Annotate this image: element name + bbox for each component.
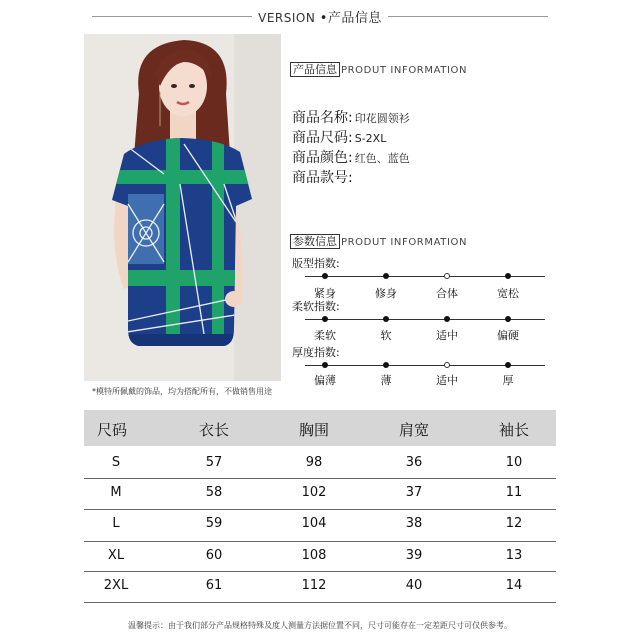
param-option: 软 <box>380 329 392 342</box>
table-separator <box>84 602 556 603</box>
table-header-cell: 尺码 <box>96 421 127 439</box>
scale-dot <box>322 316 328 322</box>
table-header-cell: 胸围 <box>298 421 329 439</box>
model-illustration <box>84 34 281 381</box>
info-value: 印花圆领衫 <box>354 112 410 125</box>
table-cell: 13 <box>505 548 523 563</box>
scale-dot <box>322 362 328 368</box>
photo-disclaimer: *模特所佩戴的饰品，均为搭配所有，不做销售用途 <box>92 387 272 396</box>
param-section-title: 参数信息 <box>290 234 340 249</box>
table-cell: 102 <box>301 485 327 500</box>
info-row-name <box>292 107 410 127</box>
table-cell: 38 <box>405 516 423 531</box>
param-label-softness: 柔软指数: <box>292 300 340 313</box>
table-cell: 59 <box>205 516 223 531</box>
param-option: 适中 <box>436 329 458 342</box>
table-cell: 57 <box>205 455 223 470</box>
table-row <box>84 542 556 572</box>
table-cell: S <box>111 455 121 470</box>
info-section-title: 产品信息 <box>290 62 340 77</box>
param-label-fit: 版型指数: <box>292 257 340 270</box>
table-cell: 12 <box>505 516 523 531</box>
title-zh: •产品信息 <box>319 11 382 26</box>
table-cell: 2XL <box>103 578 129 593</box>
table-header-cell: 肩宽 <box>398 421 429 439</box>
table-row <box>84 572 556 602</box>
table-cell: 39 <box>405 548 423 563</box>
footer-note: 温馨提示：由于我们部分产品规格特殊及度人测量方法据位置不同，尺寸可能存在一定差距尺寸可仅供参考。 <box>128 621 512 630</box>
table-cell: 40 <box>405 578 423 593</box>
param-option: 紧身 <box>314 287 336 300</box>
table-row <box>84 449 556 479</box>
param-option: 宽松 <box>497 287 519 300</box>
info-row-style-no <box>292 167 355 187</box>
param-option: 柔软 <box>314 329 336 342</box>
info-row-size <box>292 127 386 147</box>
page-title <box>0 7 640 26</box>
scale-dot <box>383 273 389 279</box>
scale-dot <box>505 273 511 279</box>
param-option: 合体 <box>436 287 458 300</box>
table-cell: 98 <box>305 455 323 470</box>
info-label: 商品名称: <box>292 110 353 126</box>
table-cell: XL <box>107 548 125 563</box>
table-cell: 104 <box>301 516 327 531</box>
table-cell: 61 <box>205 578 223 593</box>
scale-dot <box>383 362 389 368</box>
table-cell: 36 <box>405 455 423 470</box>
param-option: 薄 <box>380 374 392 387</box>
scale-dot <box>505 362 511 368</box>
param-option: 偏薄 <box>314 374 336 387</box>
scale-dot-selected <box>444 362 450 368</box>
table-row <box>84 479 556 509</box>
param-option: 偏硬 <box>497 329 519 342</box>
scale-dot <box>322 273 328 279</box>
info-section-subtitle: PRODUT INFORMATION <box>341 65 468 76</box>
table-cell: 108 <box>301 548 327 563</box>
table-cell: 14 <box>505 578 523 593</box>
product-photo <box>84 34 281 381</box>
table-cell: M <box>110 485 122 500</box>
table-cell: L <box>112 516 120 531</box>
info-value: 红色、蓝色 <box>354 152 410 165</box>
param-section-subtitle: PRODUT INFORMATION <box>341 237 468 248</box>
param-option: 厚 <box>502 374 514 387</box>
info-label: 商品款号: <box>292 170 353 186</box>
table-cell: 11 <box>505 485 523 500</box>
table-cell: 60 <box>205 548 223 563</box>
table-header-cell: 衣长 <box>198 421 229 439</box>
table-header-cell: 袖长 <box>498 421 529 439</box>
table-cell: 10 <box>505 455 523 470</box>
table-cell: 112 <box>301 578 327 593</box>
info-section-label <box>290 61 467 77</box>
scale-dot <box>444 316 450 322</box>
scale-dot-selected <box>444 273 450 279</box>
info-label: 商品尺码: <box>292 130 353 146</box>
param-label-thickness: 厚度指数: <box>292 346 340 359</box>
param-option: 修身 <box>375 287 397 300</box>
scale-dot <box>505 316 511 322</box>
title-en: VERSION <box>258 11 316 25</box>
scale-dot <box>383 316 389 322</box>
table-row <box>84 510 556 540</box>
param-option: 适中 <box>436 374 458 387</box>
param-section-label <box>290 233 467 249</box>
info-row-color <box>292 147 410 167</box>
size-table-header <box>84 410 556 446</box>
table-cell: 37 <box>405 485 423 500</box>
table-cell: 58 <box>205 485 223 500</box>
info-value: S-2XL <box>354 132 387 145</box>
info-label: 商品颜色: <box>292 150 353 166</box>
